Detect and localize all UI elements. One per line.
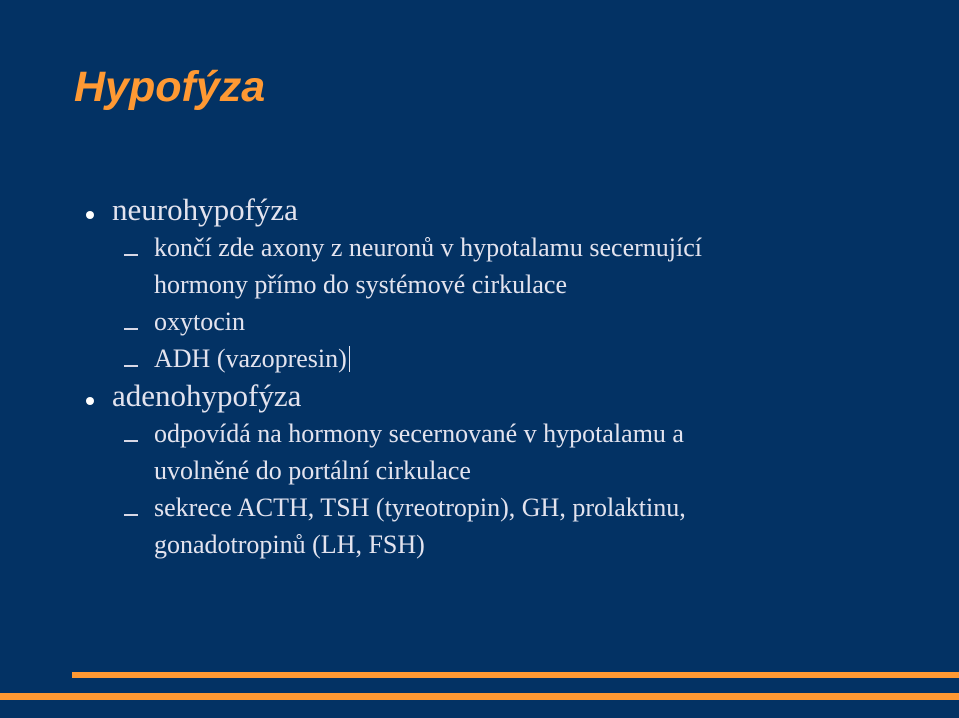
dash-icon <box>124 365 138 367</box>
text-cursor <box>349 346 350 372</box>
dash-icon <box>124 514 138 516</box>
sub-item-line: gonadotropinů (LH, FSH) <box>154 530 425 559</box>
sub-item-line: sekrece ACTH, TSH (tyreotropin), GH, prolaktinu, <box>154 493 686 522</box>
bullet-dot-icon <box>86 397 94 405</box>
sub-item-line: ADH (vazopresin) <box>154 344 347 373</box>
sub-item-line: uvolněné do portální cirkulace <box>154 456 471 485</box>
slide-title: Hypofýza <box>74 63 266 111</box>
dash-icon <box>124 328 138 330</box>
accent-bar-bottom <box>0 693 959 700</box>
sub-item-line: odpovídá na hormony secernované v hypotalamu a <box>154 419 684 448</box>
sub-item-line: končí zde axony z neuronů v hypotalamu secernující <box>154 233 702 262</box>
dash-icon <box>124 440 138 442</box>
accent-bar-top <box>72 672 959 678</box>
bullet-dot-icon <box>86 211 94 219</box>
bullet-neurohypofyza: neurohypofýza <box>112 192 298 227</box>
sub-item-line: oxytocin <box>154 307 245 336</box>
bullet-adenohypofyza: adenohypofýza <box>112 378 302 413</box>
sub-item-line: hormony přímo do systémové cirkulace <box>154 270 568 299</box>
dash-icon <box>124 254 138 256</box>
sub-item-adh <box>154 340 350 377</box>
